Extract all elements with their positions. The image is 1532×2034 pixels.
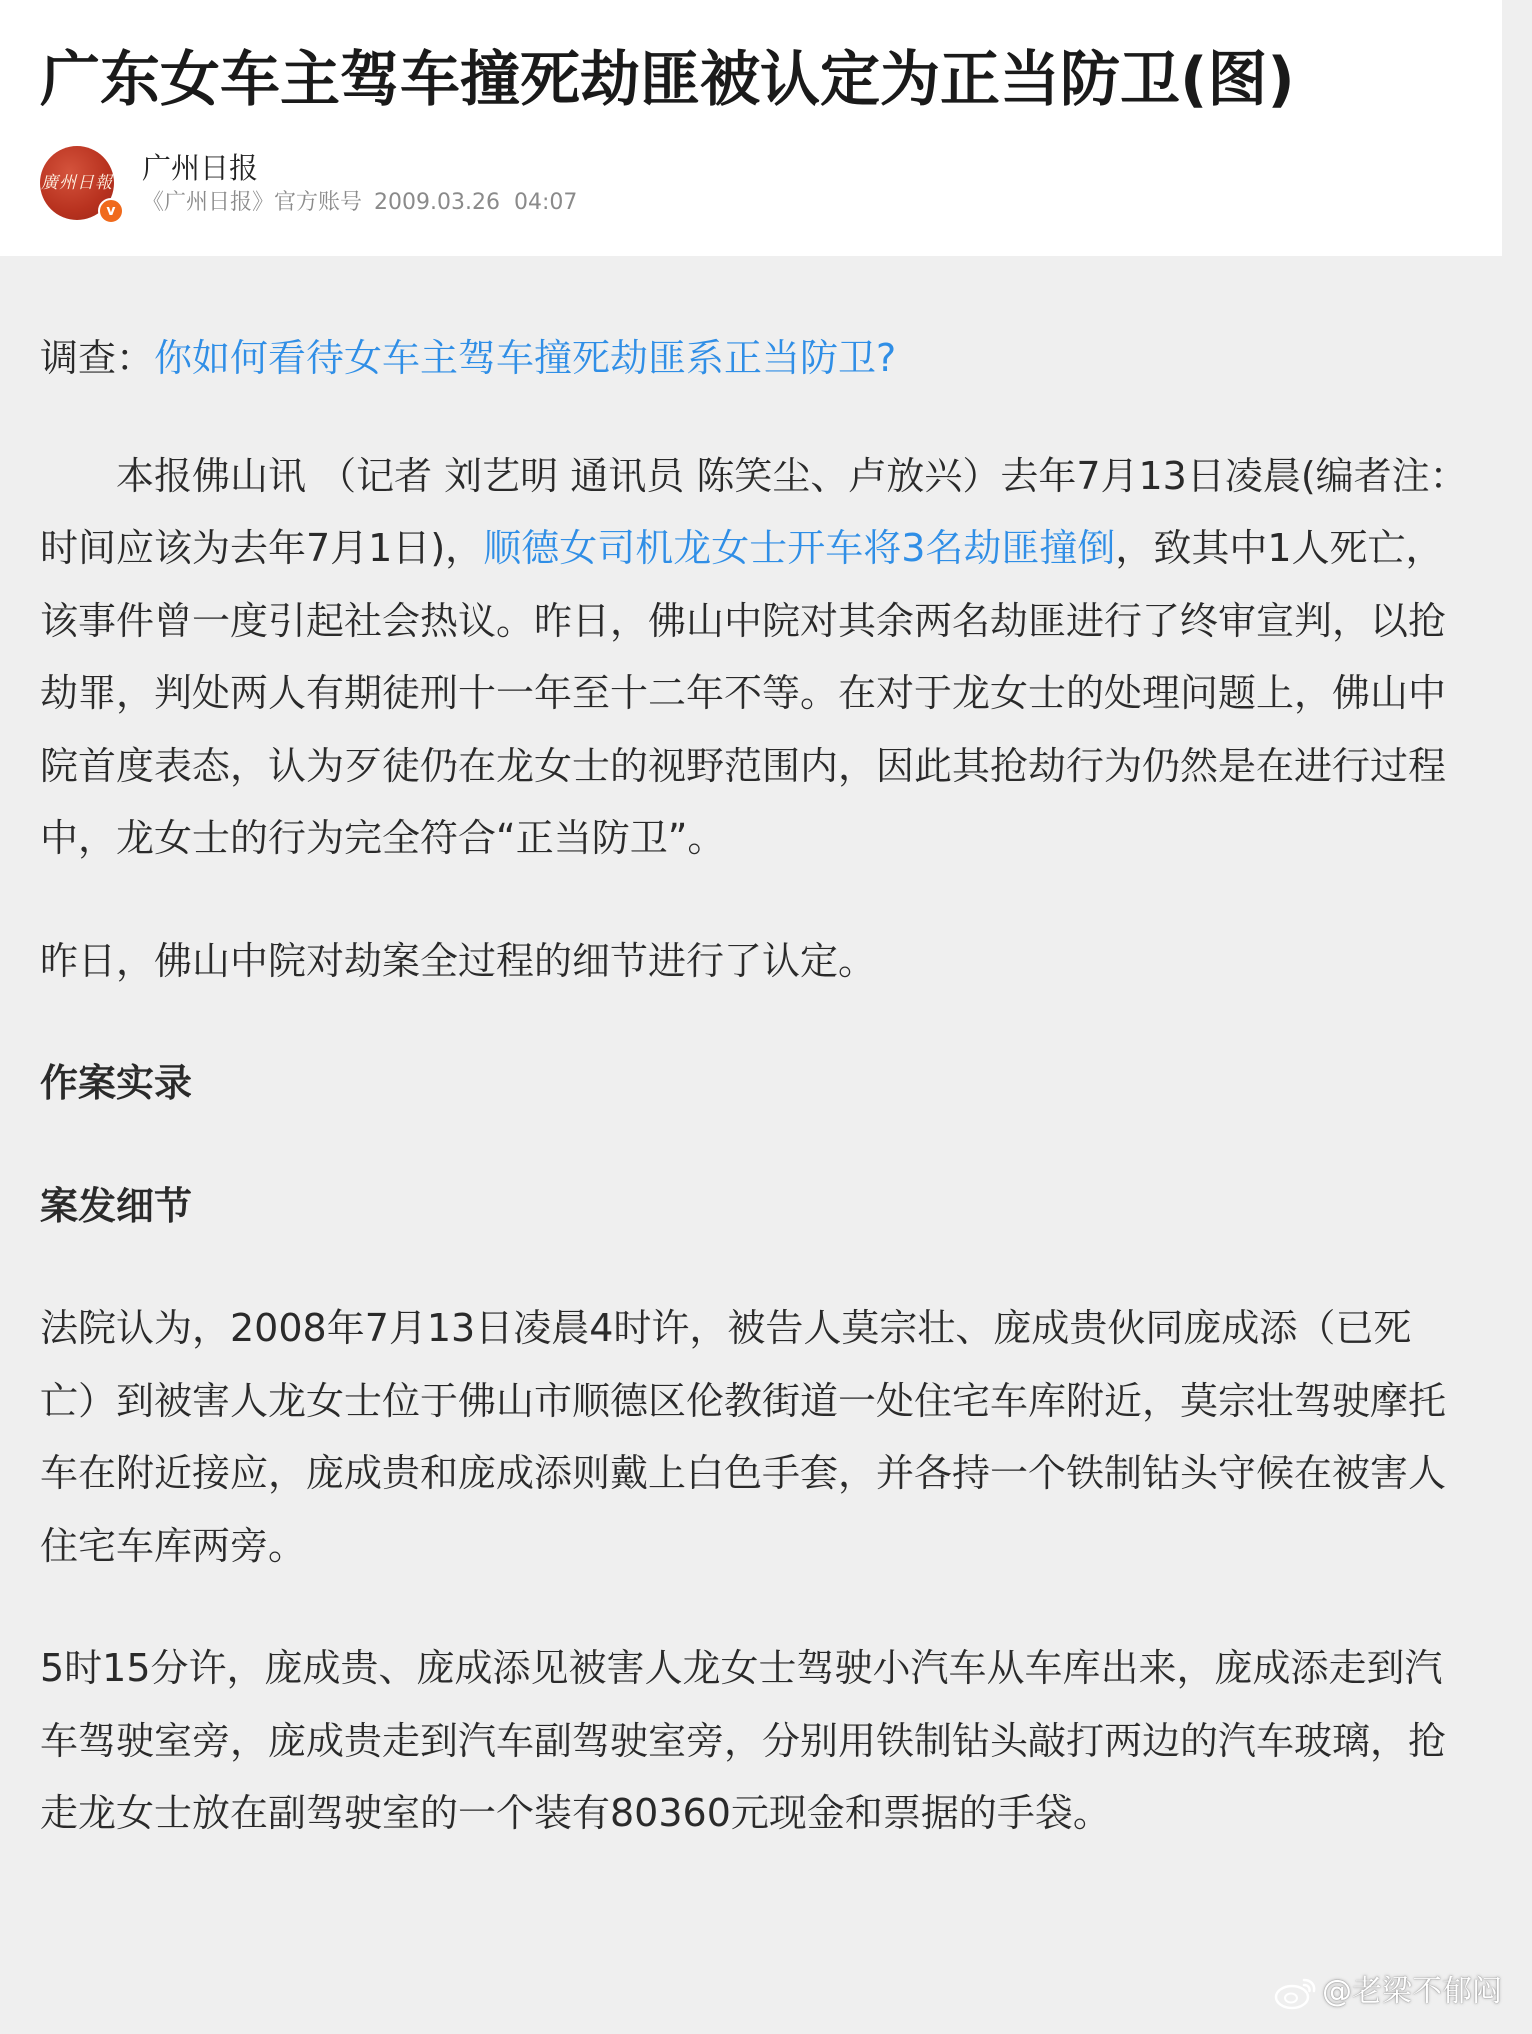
publish-datetime: 2009.03.26 04:07 <box>374 190 578 215</box>
article-title: 广东女车主驾车撞死劫匪被认定为正当防卫(图) <box>40 45 1295 115</box>
author-meta <box>142 188 589 218</box>
article-body <box>40 322 1468 1850</box>
section-heading-case-details: 案发细节 <box>40 1183 193 1228</box>
avatar-logo-text: 廣州日報 <box>41 173 113 193</box>
survey-label: 调查： <box>40 336 155 380</box>
survey-link[interactable]: 你如何看待女车主驾车撞死劫匪系正当防卫? <box>154 336 897 380</box>
paragraph-1 <box>40 440 1468 875</box>
related-article-link[interactable]: 顺德女司机龙女士开车将3名劫匪撞倒 <box>483 526 1116 570</box>
watermark-text: @老梁不郁闷 <box>1322 1974 1502 2009</box>
paragraph-1-part-2: ，致其中1人死亡，该事件曾一度引起社会热议。昨日，佛山中院对其余两名劫匪进行了终审宣判，以抢劫罪，判处两人有期徒刑十一年至十二年不等。在对于龙女士的处理问题上，佛山中院首度表态，认为歹徒仍在龙女士的视野范围内，因此其抢劫行为仍然是在进行过程中，龙女士的行为完全符合“正当防卫”。 <box>40 526 1447 860</box>
section-heading-case-record: 作案实录 <box>40 1061 193 1105</box>
survey-line <box>40 322 1468 395</box>
paragraph-2: 昨日，佛山中院对劫案全过程的细节进行了认定。 <box>40 938 877 983</box>
article-header <box>0 0 1502 256</box>
author-name[interactable]: 广州日报 <box>142 151 259 185</box>
paragraph-1-part-1: 本报佛山讯 （记者 刘艺明 通讯员 陈笑尘、卢放兴）去年7月13日凌晨(编者注：时间应该为去年7月1日)， <box>40 453 1468 570</box>
weibo-icon <box>1274 1976 1318 2010</box>
watermark <box>1274 1972 1502 2012</box>
paragraph-3: 法院认为，2008年7月13日凌晨4时许，被告人莫宗壮、庞成贵伙同庞成添（已死亡）到被害人龙女士位于佛山市顺德区伦教街道一处住宅车库附近，莫宗壮驾驶摩托车在附近接应，庞成贵和庞成添则戴上白色手套，并各持一个铁制钻头守候在被害人住宅车库两旁。 <box>40 1306 1447 1568</box>
author-account-label: 《广州日报》官方账号 <box>142 190 363 215</box>
verified-badge-icon: v <box>98 198 124 224</box>
author-avatar[interactable] <box>40 146 114 220</box>
paragraph-4: 5时15分许，庞成贵、庞成添见被害人龙女士驾驶小汽车从车库出来，庞成添走到汽车驾驶室旁，庞成贵走到汽车副驾驶室旁，分别用铁制钻头敲打两边的汽车玻璃，抢走龙女士放在副驾驶室的一个装有80360元现金和票据的手袋。 <box>40 1646 1447 1835</box>
